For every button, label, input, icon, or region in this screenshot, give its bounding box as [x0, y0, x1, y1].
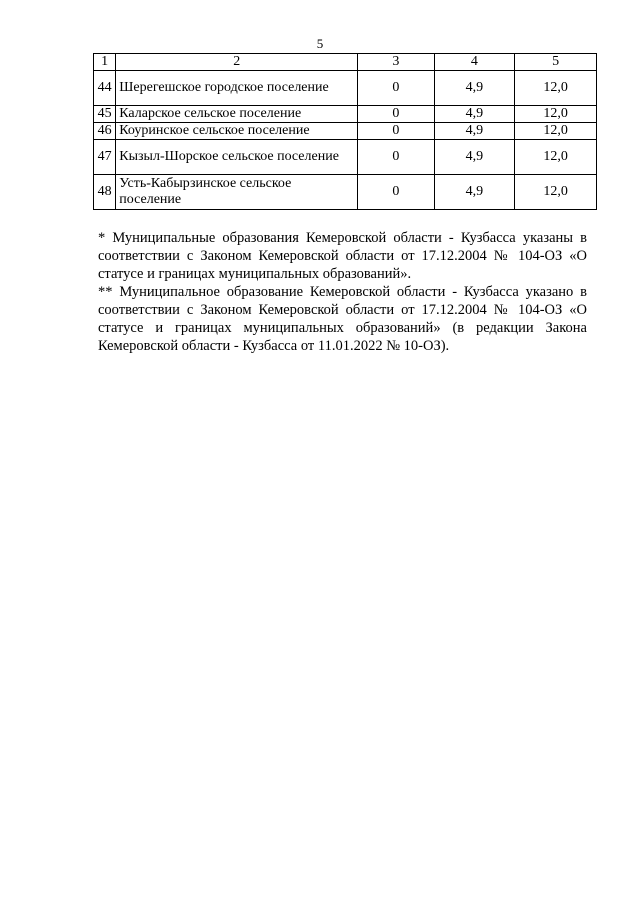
table-row: [94, 71, 597, 106]
municipalities-table: [93, 53, 597, 210]
municipality-name: Коуринское сельское поселение: [116, 123, 358, 140]
value-cell: 0: [358, 123, 434, 140]
value-cell: 12,0: [515, 140, 597, 175]
row-number: 47: [94, 140, 116, 175]
value-cell: 0: [358, 175, 434, 210]
row-number: 45: [94, 106, 116, 123]
value-cell: 4,9: [434, 106, 515, 123]
header-cell: 5: [515, 54, 597, 71]
municipality-name: Шерегешское городское поселение: [116, 71, 358, 106]
row-number: 44: [94, 71, 116, 106]
value-cell: 12,0: [515, 71, 597, 106]
page-number: 5: [316, 36, 324, 51]
value-cell: 4,9: [434, 123, 515, 140]
municipality-name: Каларское сельское поселение: [116, 106, 358, 123]
value-cell: 4,9: [434, 140, 515, 175]
table-row: [94, 140, 597, 175]
table-header-row: [94, 54, 597, 71]
header-cell: 3: [358, 54, 434, 71]
value-cell: 0: [358, 140, 434, 175]
header-cell: 1: [94, 54, 116, 71]
footnote-single-asterisk: * Муниципальные образования Кемеровской области - Кузбасса указаны в соответствии с Законом Кемеровской области от 17.12.2004 № 104-ОЗ «О статусе и границах муниципальных образований».: [98, 230, 587, 282]
value-cell: 12,0: [515, 123, 597, 140]
value-cell: 0: [358, 106, 434, 123]
table-row: [94, 123, 597, 140]
value-cell: 4,9: [434, 71, 515, 106]
value-cell: 12,0: [515, 106, 597, 123]
footnote-double-asterisk: ** Муниципальное образование Кемеровской области - Кузбасса указано в соответствии с Законом Кемеровской области от 17.12.2004 № 104-ОЗ «О статусе и границах муниципальных образований» (в редакции Закона Кемеровской области - Кузбасса от 11.01.2022 № 10-ОЗ).: [98, 284, 587, 354]
municipality-name: Кызыл-Шорское сельское поселение: [116, 140, 358, 175]
header-cell: 2: [116, 54, 358, 71]
footnotes: [98, 229, 587, 355]
value-cell: 0: [358, 71, 434, 106]
header-cell: 4: [434, 54, 515, 71]
table-row: [94, 175, 597, 210]
value-cell: 4,9: [434, 175, 515, 210]
municipality-name: Усть-Кабырзинское сельское поселение: [116, 175, 358, 210]
value-cell: 12,0: [515, 175, 597, 210]
row-number: 48: [94, 175, 116, 210]
row-number: 46: [94, 123, 116, 140]
table-row: [94, 106, 597, 123]
